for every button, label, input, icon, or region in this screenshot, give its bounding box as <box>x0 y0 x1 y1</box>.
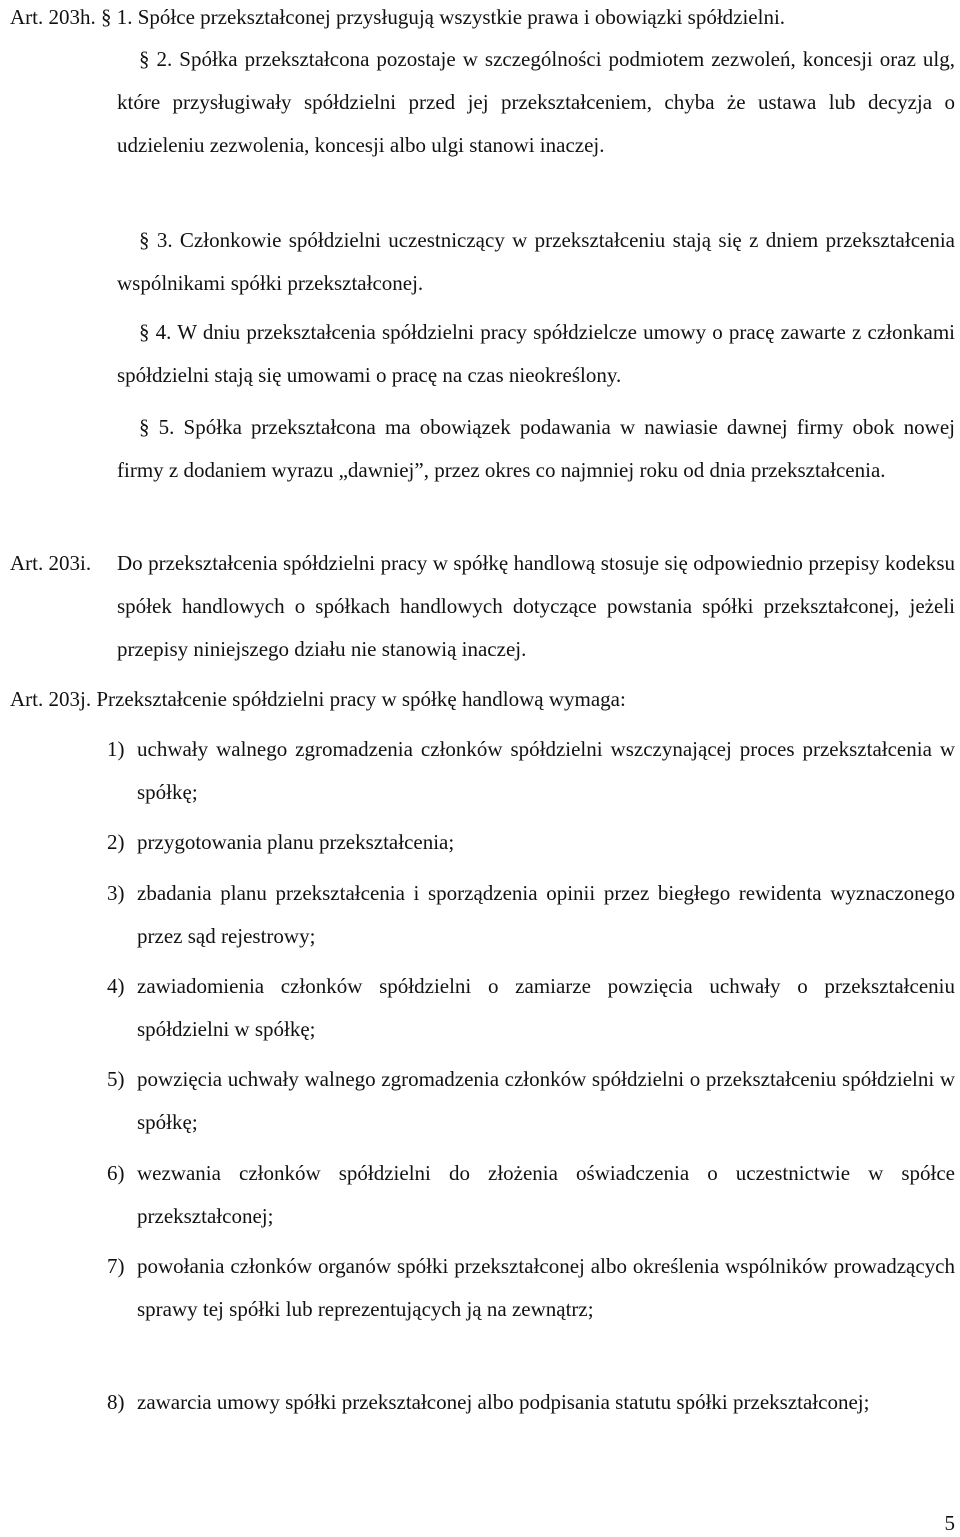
list-item-number: 8) <box>107 1390 125 1414</box>
art-203h-par-1: Art. 203h. § 1. Spółce przekształconej przysługują wszystkie prawa i obowiązki spółdzielni. <box>10 5 786 29</box>
list-item-number: 5) <box>107 1067 125 1091</box>
list-item-number: 4) <box>107 974 125 998</box>
list-item <box>107 965 955 1051</box>
art-203h-par-4: § 4. W dniu przekształcenia spółdzielni pracy spółdzielcze umowy o pracę zawarte z członkami spółdzielni stają się umowami o pracę na czas nieokreślony. <box>117 320 955 387</box>
list-item-text: zbadania planu przekształcenia i sporządzenia opinii przez biegłego rewidenta wyznaczonego przez sąd rejestrowy; <box>137 881 955 948</box>
list-item-text: powzięcia uchwały walnego zgromadzenia członków spółdzielni o przekształceniu spółdzielni w spółkę; <box>137 1067 955 1134</box>
list-item-text: zawarcia umowy spółki przekształconej albo podpisania statutu spółki przekształconej; <box>137 1390 870 1414</box>
art-203h-par-5: § 5. Spółka przekształcona ma obowiązek podawania w nawiasie dawnej firmy obok nowej firmy z dodaniem wyrazu „dawniej”, przez okres co najmniej roku od dnia przekształcenia. <box>117 415 955 482</box>
list-item-text: zawiadomienia członków spółdzielni o zamiarze powzięcia uchwały o przekształceniu spółdzielni w spółkę; <box>137 974 955 1041</box>
list-item-number: 1) <box>107 737 125 761</box>
list-item <box>107 821 955 864</box>
list-item <box>107 1058 955 1144</box>
art-203j-intro: Art. 203j. Przekształcenie spółdzielni pracy w spółkę handlową wymaga: <box>10 687 626 711</box>
list-item-text: wezwania członków spółdzielni do złożenia oświadczenia o uczestnictwie w spółce przekształconej; <box>137 1161 955 1228</box>
page-number: 5 <box>944 1511 955 1535</box>
list-item <box>107 1245 955 1331</box>
art-203h-par-3: § 3. Członkowie spółdzielni uczestniczący w przekształceniu stają się z dniem przekształcenia wspólnikami spółki przekształconej. <box>117 228 955 295</box>
list-item <box>107 728 955 814</box>
art-203i <box>10 542 955 671</box>
list-item <box>107 872 955 958</box>
list-item <box>107 1381 955 1424</box>
list-item-text: przygotowania planu przekształcenia; <box>137 830 455 854</box>
list-item-text: powołania członków organów spółki przekształconej albo określenia wspólników prowadzących sprawy tej spółki lub reprezentujących ją na zewnątrz; <box>137 1254 955 1321</box>
list-item-number: 6) <box>107 1161 125 1185</box>
art-203i-text: Do przekształcenia spółdzielni pracy w spółkę handlową stosuje się odpowiednio przepisy kodeksu spółek handlowych o spółkach handlowych dotyczące powstania spółki przekształconej, jeżeli przepisy niniejszego działu nie stanowią inaczej. <box>117 551 955 661</box>
list-item-number: 7) <box>107 1254 125 1278</box>
list-item-text: uchwały walnego zgromadzenia członków spółdzielni wszczynającej proces przekształcenia w spółkę; <box>137 737 955 804</box>
art-203i-label: Art. 203i. <box>10 551 92 575</box>
list-item-number: 2) <box>107 830 125 854</box>
art-203h-par-2: § 2. Spółka przekształcona pozostaje w szczególności podmiotem zezwoleń, koncesji oraz ulg, które przysługiwały spółdzielni przed jej przekształceniem, chyba że ustawa lub decyzja o udzieleniu zezwolenia, koncesji albo ulgi stanowi inaczej. <box>117 47 955 157</box>
list-item <box>107 1152 955 1238</box>
list-item-number: 3) <box>107 881 125 905</box>
